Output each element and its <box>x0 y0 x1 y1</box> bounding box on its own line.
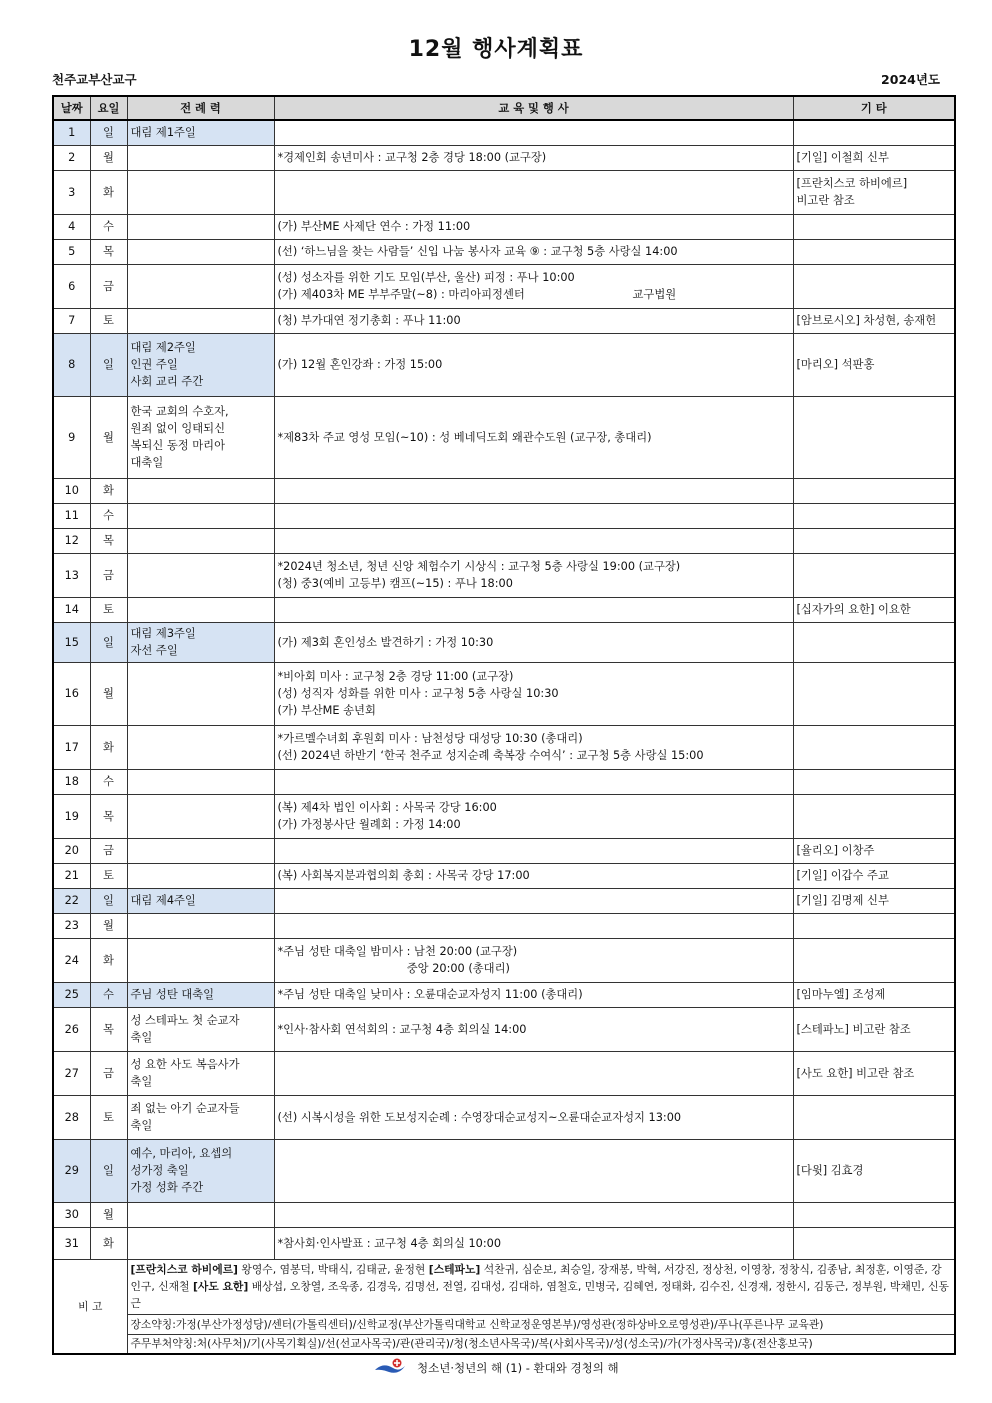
events-cell <box>274 239 793 264</box>
weekday-cell: 금 <box>90 553 127 597</box>
liturgy-cell <box>127 145 274 170</box>
events-cell <box>274 333 793 396</box>
etc-cell <box>793 1202 955 1227</box>
etc-cell <box>793 982 955 1007</box>
etc-cell <box>793 308 955 333</box>
schedule-body <box>53 120 955 1259</box>
events-cell <box>274 308 793 333</box>
liturgy-line: 자선 주일 <box>130 644 178 657</box>
etc-cell <box>793 239 955 264</box>
events-cell <box>274 1227 793 1259</box>
events-cell <box>274 982 793 1007</box>
events-cell <box>274 1051 793 1095</box>
liturgy-cell <box>127 794 274 838</box>
remarks-saint-label: [사도 요한] <box>192 1280 249 1293</box>
header-liturgy: 전 례 력 <box>127 96 274 120</box>
schedule-row <box>53 794 955 838</box>
schedule-row <box>53 1095 955 1139</box>
events-cell <box>274 553 793 597</box>
weekday-cell: 토 <box>90 597 127 622</box>
schedule-row <box>53 145 955 170</box>
schedule-row <box>53 503 955 528</box>
date-cell: 20 <box>53 838 90 863</box>
date-cell: 19 <box>53 794 90 838</box>
date-cell: 22 <box>53 888 90 913</box>
etc-cell <box>793 1227 955 1259</box>
date-cell: 24 <box>53 938 90 982</box>
header-etc: 기 타 <box>793 96 955 120</box>
table-header-row <box>53 96 955 120</box>
date-cell: 4 <box>53 214 90 239</box>
event-line: *2024년 청소년, 청년 신앙 체험수기 시상식 : 교구청 5층 사랑실 19:00 (교구장) <box>277 560 681 573</box>
liturgy-cell <box>127 553 274 597</box>
weekday-cell: 일 <box>90 333 127 396</box>
events-cell <box>274 725 793 769</box>
liturgy-cell <box>127 1139 274 1202</box>
etc-line: [기일] 이갑수 주교 <box>796 869 889 882</box>
header-events: 교 육 및 행 사 <box>274 96 793 120</box>
liturgy-cell <box>127 239 274 264</box>
liturgy-cell <box>127 769 274 794</box>
date-cell: 7 <box>53 308 90 333</box>
date-cell: 6 <box>53 264 90 308</box>
etc-cell <box>793 597 955 622</box>
liturgy-line: 대축일 <box>130 456 164 469</box>
date-cell: 12 <box>53 528 90 553</box>
event-line: (가) 제403차 ME 부부주말(~8) : 마리아피정센터 교구법원 <box>277 288 677 301</box>
schedule-row <box>53 308 955 333</box>
etc-cell <box>793 120 955 145</box>
schedule-row <box>53 1227 955 1259</box>
events-cell <box>274 478 793 503</box>
date-cell: 13 <box>53 553 90 597</box>
date-cell: 25 <box>53 982 90 1007</box>
remarks-name-list: 왕영수, 염봉덕, 박태식, 김태균, 윤정현 <box>238 1263 429 1276</box>
liturgy-line: 예수, 마리아, 요셉의 <box>130 1147 233 1160</box>
etc-cell <box>793 725 955 769</box>
etc-cell <box>793 622 955 662</box>
liturgy-cell <box>127 1007 274 1051</box>
schedule-row <box>53 553 955 597</box>
weekday-cell: 토 <box>90 1095 127 1139</box>
events-cell <box>274 863 793 888</box>
liturgy-cell <box>127 888 274 913</box>
date-cell: 2 <box>53 145 90 170</box>
diocese-logo-icon <box>373 1358 407 1379</box>
event-line: *가르멜수녀회 후원회 미사 : 남천성당 대성당 10:30 (총대리) <box>277 732 583 745</box>
etc-cell <box>793 264 955 308</box>
footer-text: 청소년·청년의 해 (1) - 환대와 경청의 해 <box>417 1361 619 1375</box>
weekday-cell: 월 <box>90 662 127 725</box>
liturgy-line: 인권 주일 <box>130 358 178 371</box>
liturgy-cell <box>127 120 274 145</box>
weekday-cell: 금 <box>90 1051 127 1095</box>
etc-line: [사도 요한] 비고란 참조 <box>796 1066 915 1080</box>
schedule-table <box>52 95 956 1355</box>
liturgy-line: 복되신 동정 마리아 <box>130 439 225 452</box>
events-cell <box>274 1139 793 1202</box>
liturgy-cell <box>127 214 274 239</box>
year-label: 2024년도 <box>881 72 940 87</box>
events-cell <box>274 214 793 239</box>
date-cell: 15 <box>53 622 90 662</box>
event-line: (선) 2024년 하반기 ‘한국 천주교 성지순례 축복장 수여식’ : 교구청 5층 사랑실 15:00 <box>277 749 704 762</box>
date-cell: 29 <box>53 1139 90 1202</box>
event-line: (복) 제4차 법인 이사회 : 사목국 강당 16:00 <box>277 801 497 814</box>
weekday-cell: 토 <box>90 863 127 888</box>
weekday-cell: 월 <box>90 1202 127 1227</box>
etc-line: [기일] 김명제 신부 <box>796 894 889 907</box>
etc-line: [마리오] 석판홍 <box>796 358 875 371</box>
etc-cell <box>793 838 955 863</box>
weekday-cell: 수 <box>90 503 127 528</box>
date-cell: 21 <box>53 863 90 888</box>
remarks-offices-row <box>53 1334 955 1354</box>
remarks-section <box>53 1259 955 1354</box>
liturgy-line: 원죄 없이 잉태되신 <box>130 422 225 435</box>
weekday-cell: 일 <box>90 120 127 145</box>
schedule-row <box>53 913 955 938</box>
etc-cell <box>793 863 955 888</box>
event-line: (가) 12월 혼인강좌 : 가정 15:00 <box>277 358 443 371</box>
etc-line: [율리오] 이창주 <box>796 844 875 857</box>
liturgy-line: 축일 <box>130 1119 153 1132</box>
event-line: (가) 가정봉사단 월례회 : 가정 14:00 <box>277 818 461 831</box>
etc-cell <box>793 478 955 503</box>
events-cell <box>274 264 793 308</box>
remarks-places-row <box>53 1314 955 1334</box>
liturgy-line: 한국 교회의 수호자, <box>130 405 229 418</box>
weekday-cell: 월 <box>90 913 127 938</box>
date-cell: 14 <box>53 597 90 622</box>
schedule-row <box>53 170 955 214</box>
liturgy-cell <box>127 597 274 622</box>
liturgy-line: 대림 제1주일 <box>130 126 196 140</box>
date-cell: 30 <box>53 1202 90 1227</box>
schedule-row <box>53 662 955 725</box>
etc-cell <box>793 214 955 239</box>
schedule-row <box>53 1202 955 1227</box>
header-date: 날짜 <box>53 96 90 120</box>
event-line: (청) 중3(예비 고등부) 캠프(~15) : 푸나 18:00 <box>277 577 513 590</box>
etc-cell <box>793 145 955 170</box>
event-line: (가) 부산ME 송년회 <box>277 704 376 717</box>
event-line: (복) 사회복지분과협의회 총회 : 사목국 강당 17:00 <box>277 869 530 882</box>
weekday-cell: 월 <box>90 145 127 170</box>
liturgy-line: 대림 제2주일 <box>130 341 196 354</box>
date-cell: 31 <box>53 1227 90 1259</box>
liturgy-cell <box>127 913 274 938</box>
liturgy-line: 주님 성탄 대축일 <box>130 988 215 1001</box>
weekday-cell: 목 <box>90 239 127 264</box>
event-line: *비아회 미사 : 교구청 2층 경당 11:00 (교구장) <box>277 670 514 683</box>
liturgy-cell <box>127 1227 274 1259</box>
weekday-cell: 화 <box>90 1227 127 1259</box>
schedule-row <box>53 239 955 264</box>
events-cell <box>274 794 793 838</box>
event-line: *제83차 주교 영성 모임(~10) : 성 베네딕도회 왜관수도원 (교구장, 총대리) <box>277 430 652 444</box>
etc-line: [다윗] 김효경 <box>796 1164 864 1177</box>
etc-cell <box>793 553 955 597</box>
liturgy-cell <box>127 1051 274 1095</box>
schedule-row <box>53 333 955 396</box>
schedule-row <box>53 1139 955 1202</box>
liturgy-cell <box>127 503 274 528</box>
events-cell <box>274 503 793 528</box>
remarks-saint-label: [프란치스코 하비에르] <box>130 1263 238 1276</box>
liturgy-cell <box>127 863 274 888</box>
etc-cell <box>793 769 955 794</box>
event-line: *경제인회 송년미사 : 교구청 2층 경당 18:00 (교구장) <box>277 151 547 164</box>
events-cell <box>274 1202 793 1227</box>
event-line: *인사·참사회 연석회의 : 교구청 4층 회의실 14:00 <box>277 1022 527 1036</box>
liturgy-line: 죄 없는 아기 순교자들 <box>130 1102 240 1115</box>
events-cell <box>274 913 793 938</box>
etc-line: [프란치스코 하비에르] <box>796 177 908 190</box>
liturgy-cell <box>127 478 274 503</box>
events-cell <box>274 888 793 913</box>
weekday-cell: 일 <box>90 622 127 662</box>
liturgy-line: 축일 <box>130 1075 153 1088</box>
schedule-row <box>53 769 955 794</box>
event-line: 중앙 20:00 (총대리) <box>277 962 510 975</box>
liturgy-cell <box>127 662 274 725</box>
liturgy-cell <box>127 1202 274 1227</box>
etc-cell <box>793 662 955 725</box>
schedule-row <box>53 622 955 662</box>
events-cell <box>274 597 793 622</box>
events-cell <box>274 1095 793 1139</box>
liturgy-line: 사회 교리 주간 <box>130 375 204 388</box>
weekday-cell: 일 <box>90 1139 127 1202</box>
remarks-name-list: 석찬귀, 심순보, 최승일, 장재봉, 박혁, 서강진, 정상천, 이영창, 정창식, 김종남, 최정훈, 이영준, 강인구, 신재철 <box>130 1263 942 1293</box>
date-cell: 9 <box>53 396 90 478</box>
etc-cell <box>793 1095 955 1139</box>
schedule-row <box>53 396 955 478</box>
date-cell: 18 <box>53 769 90 794</box>
weekday-cell: 일 <box>90 888 127 913</box>
weekday-cell: 화 <box>90 478 127 503</box>
event-line: *주님 성탄 대축일 낮미사 : 오륜대순교자성지 11:00 (총대리) <box>277 988 583 1001</box>
etc-line: [스테파노] 비고란 참조 <box>796 1022 911 1036</box>
liturgy-cell <box>127 528 274 553</box>
events-cell <box>274 1007 793 1051</box>
events-cell <box>274 938 793 982</box>
weekday-cell: 금 <box>90 264 127 308</box>
weekday-cell: 수 <box>90 769 127 794</box>
liturgy-line: 가정 성화 주간 <box>130 1181 204 1194</box>
schedule-row <box>53 982 955 1007</box>
remarks-names-row <box>53 1259 955 1314</box>
schedule-row <box>53 1007 955 1051</box>
date-cell: 17 <box>53 725 90 769</box>
etc-cell <box>793 528 955 553</box>
organization-name: 천주교부산교구 <box>52 72 137 87</box>
etc-line: 비고란 참조 <box>796 194 855 207</box>
liturgy-line: 대림 제3주일 <box>130 627 196 640</box>
schedule-row <box>53 528 955 553</box>
schedule-row <box>53 863 955 888</box>
event-line: (선) 시복시성을 위한 도보성지순례 : 수영장대순교성지~오륜대순교자성지 13:00 <box>277 1110 682 1124</box>
weekday-cell: 화 <box>90 725 127 769</box>
schedule-row <box>53 264 955 308</box>
schedule-row <box>53 478 955 503</box>
remarks-saint-label: [스테파노] <box>428 1263 481 1276</box>
date-cell: 1 <box>53 120 90 145</box>
remarks-names <box>127 1259 955 1314</box>
etc-cell <box>793 938 955 982</box>
date-cell: 26 <box>53 1007 90 1051</box>
schedule-row <box>53 120 955 145</box>
liturgy-cell <box>127 725 274 769</box>
date-cell: 3 <box>53 170 90 214</box>
event-line: *주님 성탄 대축일 밤미사 : 남천 20:00 (교구장) <box>277 945 518 958</box>
weekday-cell: 수 <box>90 214 127 239</box>
event-line: *참사회·인사발표 : 교구청 4층 회의실 10:00 <box>277 1236 502 1250</box>
etc-cell <box>793 1139 955 1202</box>
event-line: (가) 제3회 혼인성소 발견하기 : 가정 10:30 <box>277 635 494 649</box>
etc-line: [십자가의 요한] 이요한 <box>796 603 911 616</box>
date-cell: 5 <box>53 239 90 264</box>
weekday-cell: 목 <box>90 528 127 553</box>
events-cell <box>274 662 793 725</box>
liturgy-cell <box>127 622 274 662</box>
page-title: 12월 행사계획표 <box>408 37 584 62</box>
etc-cell <box>793 503 955 528</box>
liturgy-cell <box>127 838 274 863</box>
events-cell <box>274 145 793 170</box>
liturgy-line: 대림 제4주일 <box>130 894 196 907</box>
liturgy-line: 성가정 축일 <box>130 1164 189 1177</box>
remarks-places: 장소약칭:가정(부산가정성당)/센터(가톨릭센터)/신학교정(부산가톨릭대학교 신학교정운영본부)/영성관(정하상바오로영성관)/푸나(푸른나무 교육관) <box>127 1314 955 1334</box>
event-line: (가) 부산ME 사제단 연수 : 가정 11:00 <box>277 220 471 233</box>
events-cell <box>274 120 793 145</box>
date-cell: 11 <box>53 503 90 528</box>
weekday-cell: 토 <box>90 308 127 333</box>
liturgy-cell <box>127 264 274 308</box>
schedule-row <box>53 938 955 982</box>
liturgy-cell <box>127 308 274 333</box>
weekday-cell: 목 <box>90 1007 127 1051</box>
etc-cell <box>793 1007 955 1051</box>
weekday-cell: 수 <box>90 982 127 1007</box>
date-cell: 23 <box>53 913 90 938</box>
date-cell: 27 <box>53 1051 90 1095</box>
etc-cell <box>793 1051 955 1095</box>
schedule-row <box>53 597 955 622</box>
weekday-cell: 금 <box>90 838 127 863</box>
schedule-row <box>53 838 955 863</box>
date-cell: 8 <box>53 333 90 396</box>
event-line: (청) 부가대연 정기총회 : 푸나 11:00 <box>277 314 461 327</box>
schedule-row <box>53 888 955 913</box>
remarks-offices: 주무부처약칭:처(사무처)/기(사목기획실)/선(선교사목국)/관(관리국)/청(청소년사목국)/복(사회사목국)/성(성소국)/가(가정사목국)/홍(전산홍보국) <box>127 1334 955 1354</box>
etc-cell <box>793 794 955 838</box>
etc-cell <box>793 888 955 913</box>
header-day: 요일 <box>90 96 127 120</box>
liturgy-cell <box>127 396 274 478</box>
date-cell: 10 <box>53 478 90 503</box>
remarks-label: 비 고 <box>53 1259 127 1354</box>
event-line: (성) 성직자 성화를 위한 미사 : 교구청 5층 사랑실 10:30 <box>277 687 559 700</box>
etc-line: [임마누엘] 조성제 <box>796 988 886 1001</box>
liturgy-line: 축일 <box>130 1031 153 1044</box>
etc-cell <box>793 333 955 396</box>
events-cell <box>274 396 793 478</box>
date-cell: 16 <box>53 662 90 725</box>
events-cell <box>274 769 793 794</box>
liturgy-line: 성 요한 사도 복음사가 <box>130 1058 240 1071</box>
events-cell <box>274 838 793 863</box>
date-cell: 28 <box>53 1095 90 1139</box>
liturgy-cell <box>127 170 274 214</box>
etc-line: [기일] 이철희 신부 <box>796 151 889 164</box>
event-line: (성) 성소자를 위한 기도 모임(부산, 울산) 피정 : 푸나 10:00 <box>277 271 575 284</box>
liturgy-line: 성 스테파노 첫 순교자 <box>130 1014 240 1027</box>
liturgy-cell <box>127 1095 274 1139</box>
remarks-name-list: 배상섭, 오창열, 조욱종, 김경욱, 김명선, 전열, 김대성, 김대하, 염철호, 민병국, 김혜연, 정태화, 김수진, 신경재, 정한시, 김동근, 정부원, 박채민, 신동근 <box>130 1280 949 1310</box>
event-line: (선) ‘하느님을 찾는 사람들’ 신입 나눔 봉사자 교육 ⑨ : 교구청 5층 사랑실 14:00 <box>277 245 678 258</box>
liturgy-cell <box>127 982 274 1007</box>
weekday-cell: 화 <box>90 170 127 214</box>
liturgy-cell <box>127 938 274 982</box>
weekday-cell: 월 <box>90 396 127 478</box>
weekday-cell: 목 <box>90 794 127 838</box>
etc-cell <box>793 396 955 478</box>
events-cell <box>274 528 793 553</box>
etc-cell <box>793 170 955 214</box>
weekday-cell: 화 <box>90 938 127 982</box>
schedule-row <box>53 725 955 769</box>
schedule-row <box>53 214 955 239</box>
etc-cell <box>793 913 955 938</box>
liturgy-cell <box>127 333 274 396</box>
etc-line: [암브로시오] 차성현, 송재헌 <box>796 314 937 327</box>
footer <box>0 1358 992 1379</box>
schedule-row <box>53 1051 955 1095</box>
events-cell <box>274 170 793 214</box>
events-cell <box>274 622 793 662</box>
